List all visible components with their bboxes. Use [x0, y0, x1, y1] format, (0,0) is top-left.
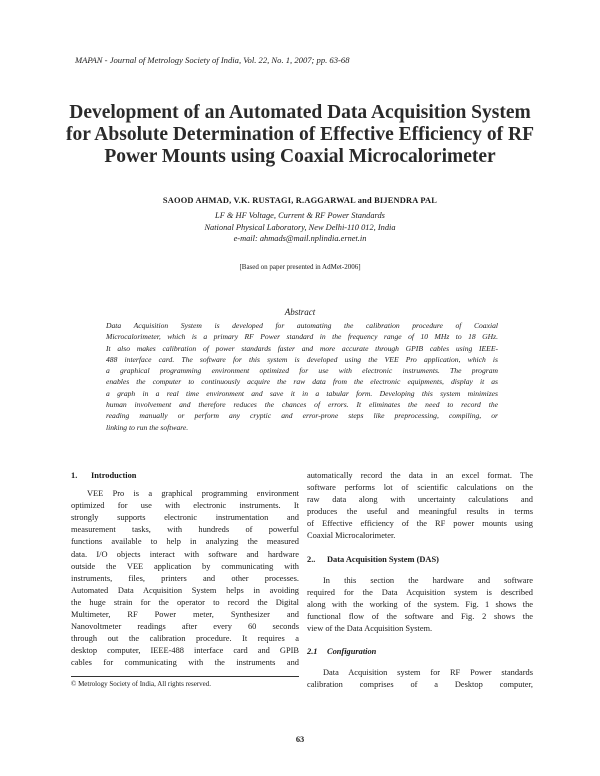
section-title: Introduction	[91, 471, 137, 480]
body-line: VEE Pro is a graphical programming environment	[87, 489, 299, 499]
body-line: In this section the hardware and software	[323, 575, 533, 585]
abstract-line: human involvement and therefore reduces the chances of errors. It eliminates the need to record the	[106, 400, 498, 410]
body-line: of Effective efficiency of the RF power mounts using	[307, 519, 533, 529]
footnote-divider	[71, 676, 299, 677]
subsection-title: Configuration	[327, 647, 377, 657]
body-line: outside the VEE application by communicating with	[71, 561, 299, 571]
body-line: cables for communicating with the instruments and	[71, 658, 299, 668]
body-line: optimized for use with electronic instruments. It	[71, 501, 299, 511]
page-number: 63	[295, 735, 305, 744]
abstract-line: Data Acquisition System is developed for automating the calibration procedure of Coaxial	[106, 321, 498, 330]
abstract-line: reading manually or perform any cryptic and error-prone steps like preprocessing, compiling, or	[106, 411, 498, 421]
body-line: Automated Data Acquisition System helps in avoiding	[71, 585, 299, 595]
section-number: 1.	[71, 471, 78, 480]
title-line: Development of an Automated Data Acquisition System	[69, 102, 531, 123]
paper-title	[60, 102, 540, 168]
body-line: the huge strain for the operator to record the Digital	[71, 597, 299, 607]
abstract-line: Microcalorimeter, which is a primary RF Power standard in the frequency range of 10 MHz to 18 GHz.	[106, 332, 498, 342]
abstract-line: linking to run the software.	[106, 422, 189, 432]
body-line: along with the working of the system. Fig. 1 shows the	[307, 599, 533, 609]
abstract-line: enables the computer to continuously acquire the raw data from the electronic equipments, display it as	[106, 377, 498, 387]
title-line: for Absolute Determination of Effective Efficiency of RF	[65, 124, 535, 145]
copyright-footnote: © Metrology Society of India, All rights reserved.	[71, 680, 212, 688]
section-title: Data Acquisition System (DAS)	[327, 554, 439, 564]
body-line: automatically record the data in an excel format. The	[307, 471, 533, 480]
abstract-body	[106, 320, 498, 433]
subsection-number: 2.1	[307, 647, 318, 657]
body-line: through out the calibration procedure. It requires a	[71, 634, 299, 644]
body-line: Nanovoltmeter readings after every 60 seconds	[71, 622, 299, 632]
abstract-heading: Abstract	[284, 307, 316, 317]
affiliation	[60, 210, 540, 245]
abstract-line: a graphical programming environment optimized for use with electronic instruments. The program	[106, 366, 498, 376]
body-line: view of the Data Acquisition System.	[307, 624, 433, 634]
body-line: data. I/O objects interact with software and hardware	[71, 549, 299, 559]
right-column	[307, 470, 533, 691]
author-list: SAOOD AHMAD, V.K. RUSTAGI, R.AGGARWAL and BIJENDRA PAL	[162, 196, 438, 205]
section-heading-introduction	[71, 470, 299, 482]
left-column	[71, 470, 299, 670]
email-line: e-mail: ahmads@mail.nplindia.ernet.in	[233, 234, 367, 243]
abstract-line: It also makes calibration of power standards faster and more accurate through GPIB cables using IEEE-	[106, 343, 498, 353]
body-line: strongly supports electronic instrumentation and	[71, 513, 299, 523]
body-line: produces the useful and meaningful results in terms	[307, 507, 533, 517]
body-line: functions available to help in analyzing the measured	[71, 537, 299, 547]
body-line: raw data along with uncertainty calculations and	[307, 495, 533, 505]
body-line: software performs lot of scientific calculations on the	[307, 483, 533, 493]
section-number: 2..	[307, 554, 316, 564]
title-line: Power Mounts using Coaxial Microcalorimeter	[104, 146, 496, 167]
body-line: measurement tasks, with hundreds of powerful	[71, 525, 299, 535]
body-line: Data Acquisition system for RF Power standards	[323, 668, 533, 678]
body-line: Coaxial Microcalorimeter.	[307, 531, 396, 541]
subsection-heading-configuration	[307, 646, 533, 658]
body-line: functional flow of the software and Fig. 2 shows the	[307, 611, 533, 621]
body-line: calibration comprises of a Desktop computer,	[307, 680, 533, 690]
body-line: Multimeter, RF Power meter, Synthesizer and	[71, 610, 299, 620]
body-line: instruments, files, printers and other processes.	[71, 573, 299, 583]
abstract-line: 488 interface card. The software for this system is developed using the VEE Pro application, which is	[106, 354, 498, 364]
affiliation-line: National Physical Laboratory, New Delhi-110 012, India	[204, 222, 396, 232]
journal-header: MAPAN - Journal of Metrology Society of India, Vol. 22, No. 1, 2007; pp. 63-68	[75, 55, 350, 65]
based-on-note: [Based on paper presented in AdMet-2006]	[239, 263, 361, 271]
body-line: required for the Data Acquisition system is described	[307, 587, 533, 597]
abstract-line: a graph in a real time environment and save it in a tabular form. Developing this system minimizes	[106, 388, 498, 398]
body-line: desktop computer, IEEE-488 interface card and GPIB	[71, 646, 299, 656]
section-heading-das	[307, 554, 533, 566]
affiliation-line: LF & HF Voltage, Current & RF Power Standards	[215, 211, 385, 220]
